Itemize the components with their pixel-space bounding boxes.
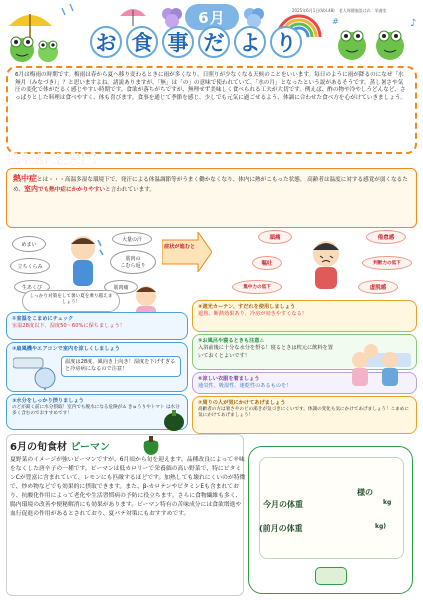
tip-title: ⑦周りの人が気にかけてあげましょう — [198, 400, 286, 406]
month-badge: 6月 — [185, 4, 239, 30]
tip-title: ①室温をこまめにチェック — [12, 316, 74, 322]
weight-unit-close: kg) — [375, 523, 387, 530]
tip-title: ③水分をしっかり摂りましょう — [12, 398, 84, 404]
tip-body: 遮熱、断熱効果あり、冷房が効きやすくなる！ — [198, 311, 307, 318]
cat-umbrella-icon — [118, 4, 148, 26]
heatstroke-term: 熱中症 — [13, 174, 37, 183]
vegetable-title — [10, 438, 110, 453]
symptom-oval: 筋肉痛 — [104, 280, 138, 294]
severe-symptom: 頭痛 — [258, 230, 292, 244]
warning-bubble: しっかり対策をして暑い夏を乗り越えましょう！ — [22, 290, 120, 312]
tip-body: 室温28度以下、湿度50〜60%に保ちましょう！ — [12, 323, 125, 330]
progress-label: 症状が進むと — [164, 244, 196, 250]
header — [0, 0, 423, 64]
elderly-couple-illustration — [340, 350, 416, 388]
heatstroke-indoor-risk: でも熱中症にかかりやすい — [37, 186, 106, 193]
heatstroke-def-tail: と言われています。 — [105, 186, 156, 193]
green-pepper-icon — [140, 434, 162, 456]
vegetable-text: 夏野菜のイメージが強いピーマンですが、6月頃から旬を迎えます。品種改良によって辛味をなくした唐辛子の一種です。ピーマンは低カロリーで栄養価の高い野菜で、特にビタミンCが豊富に含まれていて、レモンにも匹敵するほどです。加熱しても壊れにくいのが特徴で、炒め物などでも効果的に摂取できます。また、β-カロテンやビタミンEも含まれており、抗酸化作用によって老化や生活習慣病の予防に役立ちます。さらに食物繊維も多く、腸内環境の改善や便秘解消にも効果があります。ピーマン特有の苦味成分には食欲増進や血行促進の作用があるとされており、夏バテ対策にもおすすめです。 — [10, 457, 246, 517]
tip-card — [6, 342, 188, 392]
this-month-label: 今月の体重 — [263, 500, 303, 509]
tip-body: 高齢者の方は暑さやのどの渇きが気づきにくいです。体調の変化も気にかけてあげましょう！こまめに気にかけてあげましょう！ — [198, 407, 409, 419]
intro-box — [6, 66, 417, 154]
heatstroke-title: 熱中症に注意！！ — [8, 152, 105, 166]
progress-arrow-icon — [162, 232, 212, 272]
heatstroke-indoor: 室内 — [23, 184, 38, 193]
title-char: り — [270, 26, 302, 58]
title-char: だ — [198, 26, 230, 58]
tip-body: のどが渇く前に水分摂取！室内でも脱水になる危険が⚠ きゅうりやトマト は水分多く含むのでおすすめです！ — [12, 405, 180, 417]
tip-body: 入浴前後に十分な水分を摂る！寝るときは枕元に飲料を置いておくとよいです！ — [198, 345, 333, 359]
symptoms-area — [0, 228, 423, 291]
issue-date: 2025年6月1日(Vol.48) 老人保健施設はれ 栄養室 — [292, 8, 387, 13]
heatstroke-elderly-note: 高齢者は温度に対する感覚が弱くなるため、 — [13, 177, 408, 193]
scale-dial — [315, 567, 347, 585]
intro-text: 6月は梅雨の時期です。梅雨は春から夏へ移り変わるときに雨が多くなり、日照りが少なくなる天候のことをいいます。毎日のように雨が降るのになぜ「水無月（みなづき）」？と思いますよね。諸説ありますが、「無」は「の」の意味で使われていて、「水の月」となったという説があるそうです。蒸し暑さや気圧の変化で体がだるく感じやすい時期です。食欲が落ちがちですが、無理せず美味しく食べられる工夫が大切です。例えば、酢の物や冷やしうどんなど、さっぱりとした料理は食べやすく、体も喜びます。食事を通じて季節を感じ、少しでも元気に過ごせるよう、体調に合わせた食べ方を心がけていきましょう。 — [15, 72, 407, 102]
symptom-oval: 立ちくらみ — [10, 258, 50, 274]
tip-title: ②扇風機やエアコンで室内を涼しくしましょう — [12, 346, 120, 352]
symptom-oval: 筋肉の こむら返り — [110, 250, 156, 274]
tip-card — [192, 396, 417, 434]
last-month-label: (前月の体重 — [259, 524, 303, 533]
svg-text:#: # — [332, 17, 339, 26]
tip-body: 温度は28度、風向き上向き！湿度を下げすぎると冷房病になるので注意！ — [61, 356, 181, 377]
tip-title: ⑥涼しい衣服を着ましょう — [198, 376, 260, 382]
tip-title: ④遮光カーテン、すだれを使用しましょう — [198, 304, 296, 310]
name-suffix: 様の — [357, 488, 373, 497]
severe-symptom: 嘔吐 — [252, 256, 282, 270]
collapsed-person-illustration — [298, 234, 354, 292]
severe-symptom: 判断力の低下 — [362, 256, 412, 270]
svg-text:♪: ♪ — [410, 18, 417, 29]
tip-card — [6, 312, 188, 340]
symptom-oval: 大量の汗 — [112, 232, 152, 246]
title-char: お — [90, 26, 122, 58]
vegetable-title-prefix: 6月の旬食材 — [10, 442, 67, 453]
fan-aircon-illustration — [13, 356, 57, 390]
heatstroke-definition-box — [6, 168, 417, 228]
tip-body: 通気性、吸湿性、速乾性のあるものを！ — [198, 383, 292, 390]
title-char: よ — [234, 26, 266, 58]
vegetables-icon — [160, 398, 188, 432]
frog-umbrella-illustration — [4, 2, 84, 64]
frog-pair-illustration — [330, 14, 420, 64]
heatstroke-definition: とは・・・高温多湿な環境下で、発汗による体温調節等がうまく働かなくなり、体内に熱がこもった状態。 — [37, 177, 306, 183]
symptom-oval: 生あくび — [14, 280, 50, 294]
tip-card — [192, 300, 417, 332]
title-char: 事 — [162, 26, 194, 58]
severe-symptom: 倦怠感 — [366, 230, 406, 244]
weight-unit: kg — [383, 499, 392, 506]
weight-record-box — [248, 446, 413, 594]
sweating-person-illustration — [60, 232, 106, 290]
vegetable-name: ピーマン — [70, 442, 111, 453]
tip-title: ⑤お風呂や寝るときも注意⚠ — [198, 338, 265, 344]
severe-symptom: 集中力の低下 — [232, 280, 282, 294]
severe-symptom: 虚脱感 — [358, 280, 398, 294]
title-char: 食 — [126, 26, 158, 58]
symptom-oval: めまい — [12, 236, 46, 252]
